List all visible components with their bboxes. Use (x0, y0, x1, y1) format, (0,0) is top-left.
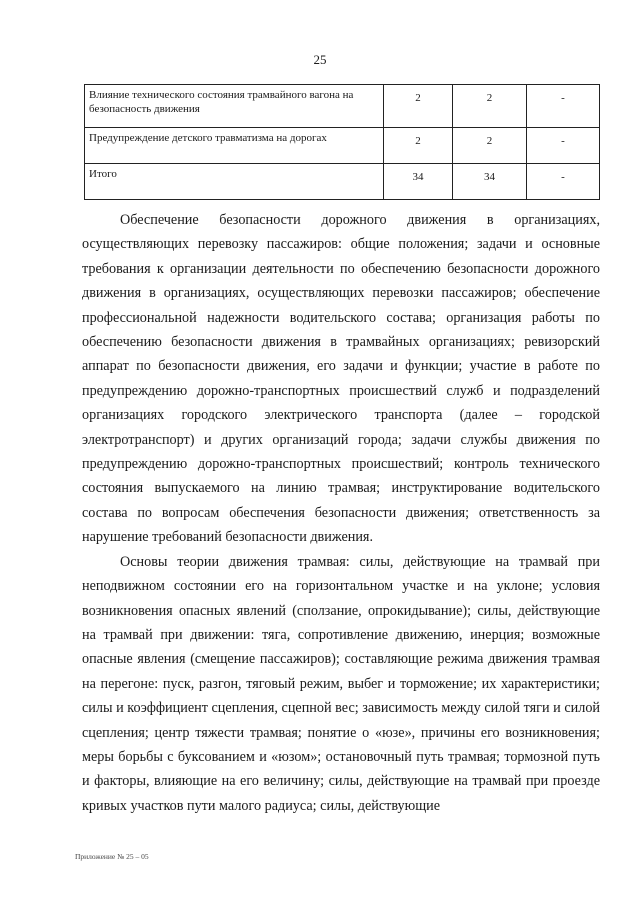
table-cell-hours-theory: 34 (453, 164, 527, 200)
page-number: 25 (313, 52, 327, 67)
table-cell-topic: Влияние технического состояния трамвайного вагона на безопасность движения (85, 85, 384, 128)
table-cell-hours-practice: - (527, 164, 600, 200)
table-cell-topic: Итого (85, 164, 384, 200)
table-cell-topic: Предупреждение детского травматизма на дорогах (85, 128, 384, 164)
table-cell-hours-theory: 2 (453, 128, 527, 164)
paragraph-road-safety: Обеспечение безопасности дорожного движения в организациях, осуществляющих перевозку пассажиров: общие положения; задачи и основные требования к организации деятельности по обеспечению безопасности дорожного движения в организациях, осуществляющих перевозки пассажиров; обеспечение профессиональной надежности водительского состава; организация работы по обеспечению безопасности движения в трамвайных организациях; ревизорский аппарат по безопасности движения, его задачи и функции; участие в работе по предупреждению дорожно-транспортных происшествий служб и подразделений организациях городского электрического транспорта (далее – городской электротранспорт) и других организаций города; задачи службы движения по предупреждению дорожно-транспортных происшествий; контроль технического состояния выпускаемого на линию трамвая; инструктирование водительского состава по вопросам обеспечения безопасности движения; ответственность за нарушение требований безопасности движения. (82, 212, 600, 546)
table-cell-hours-practice: - (527, 85, 600, 128)
table-cell-hours-total: 2 (384, 128, 453, 164)
table-cell-hours-total: 2 (384, 85, 453, 128)
table-row-total (85, 164, 600, 200)
body-text (82, 208, 600, 818)
table-cell-hours-theory: 2 (453, 85, 527, 128)
table-cell-hours-practice: - (527, 128, 600, 164)
table-row (85, 85, 600, 128)
hours-table (84, 84, 600, 200)
footer-note: Приложение № 25 – 05 (75, 852, 149, 861)
table-cell-hours-total: 34 (384, 164, 453, 200)
table-row (85, 128, 600, 164)
paragraph-tram-motion-theory: Основы теории движения трамвая: силы, действующие на трамвай при неподвижном состоянии его на горизонтальном участке и на уклоне; условия возникновения опасных явлений (сползание, опрокидывание); силы, действующие на трамвай при движении: тяга, сопротивление движению, инерция; возможные опасные явления (смещение пассажиров); составляющие режима движения трамвая на перегоне: пуск, разгон, тяговый режим, выбег и торможение; их характеристики; силы и коэффициент сцепления, сцепной вес; зависимость между силой тяги и силой сцепления; центр тяжести трамвая; понятие о «юзе», причины его возникновения; меры борьбы с буксованием и «юзом»; остановочный путь трамвая; тормозной путь и факторы, влияющие на его величину; силы, действующие на трамвай при проезде кривых участков пути малого радиуса; силы, действующие (82, 553, 600, 814)
